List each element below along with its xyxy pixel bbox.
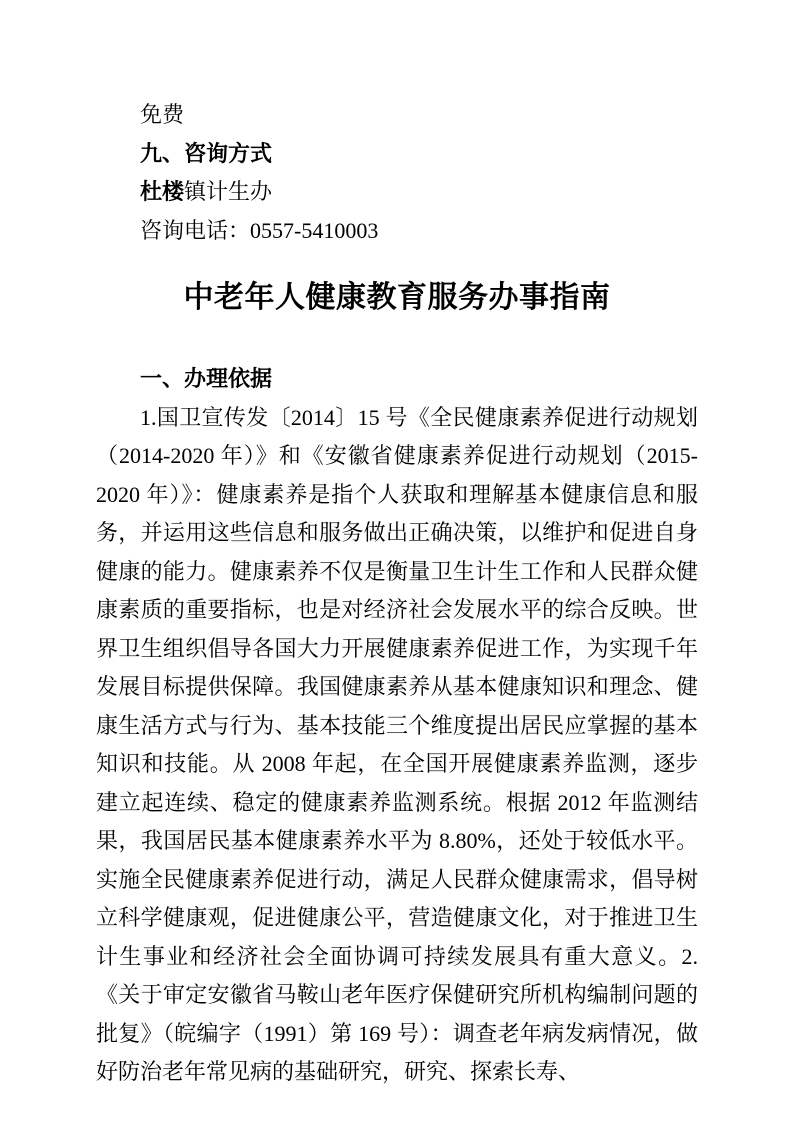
section-nine-consult-heading: 九、咨询方式 bbox=[140, 140, 273, 166]
section-one-heading: 一、办理依据 bbox=[140, 366, 273, 391]
phone-line: 咨询电话：0557-5410003 bbox=[140, 217, 379, 243]
section-one-paragraph: 1.国卫宣传发〔2014〕15 号《全民健康素养促进行动规划（2014-2020 年）》和《安徽省健康素养促进行动规划（2015-2020 年）》：健康素养是指个人获取和理解基本健康信息和服务，并运用这些信息和服务做出正确决策，以维护和促进自身健康的能力。健康素养不仅是衡量卫生计生工作和人民群众健康素质的重要指标，也是对经济社会发展水平的综合反映。世界卫生组织倡导各国大力开展健康素养促进工作，为实现千年发展目标提供保障。我国健康素养从基本健康知识和理念、健康生活方式与行为、基本技能三个维度提出居民应掌握的基本知识和技能。从 2008 年起，在全国开展健康素养监测，逐步建立起连续、稳定的健康素养监测系统。根据 2012 年监测结果，我国居民基本健康素养水平为 8.80%，还处于较低水平。实施全民健康素养促进行动，满足人民群众健康需求，倡导树立科学健康观，促进健康公平，营造健康文化，对于推进卫生计生事业和经济社会全面协调可持续发展具有重大意义。2.《关于审定安徽省马鞍山老年医疗保健研究所机构编制问题的批复》（皖编字（1991）第 169 号）：调查老年病发病情况，做好防治老年常见病的基础研究，研究、探索长寿、 bbox=[96, 404, 698, 1084]
office-line bbox=[96, 173, 698, 212]
fee-line: 免费 bbox=[140, 102, 185, 127]
office-name-rest: 镇计生办 bbox=[184, 179, 273, 204]
office-name-bold: 杜楼 bbox=[140, 179, 185, 204]
document-title: 中老年人健康教育服务办事指南 bbox=[183, 281, 611, 314]
